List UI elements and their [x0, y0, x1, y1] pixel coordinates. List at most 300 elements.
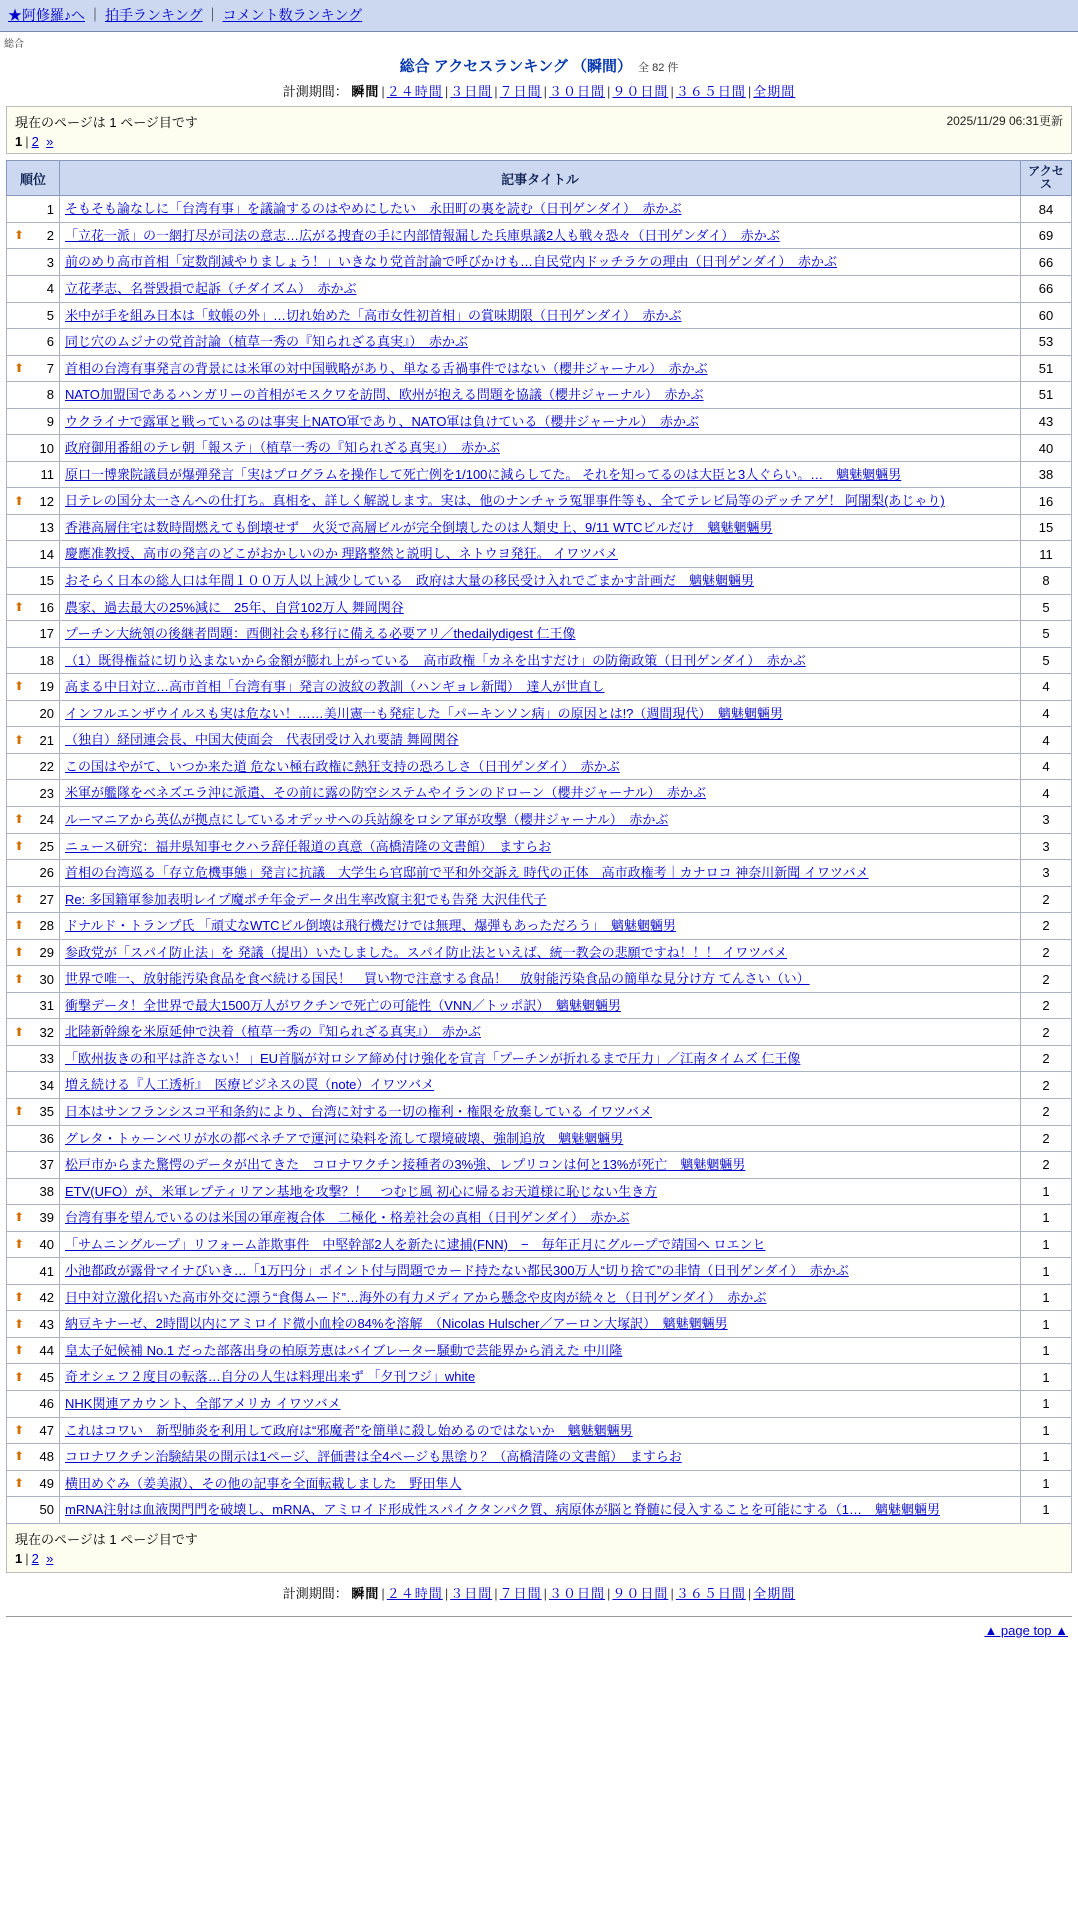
access-count-cell: 1 — [1021, 1205, 1072, 1232]
access-count-cell: 2 — [1021, 939, 1072, 966]
rank-number: 12 — [39, 493, 54, 509]
article-title-link[interactable]: 松戸市からまた驚愕のデータが出てきた コロナワクチン接種者の3%強、レプリコンは何と13%が死亡 魑魅魍魎男 — [65, 1157, 746, 1173]
access-count-cell: 69 — [1021, 222, 1072, 249]
access-count-cell: 38 — [1021, 461, 1072, 488]
access-count-cell: 1 — [1021, 1444, 1072, 1471]
page-title-text: 総合 アクセスランキング （瞬間） — [399, 58, 633, 75]
comment-ranking-link[interactable]: コメント数ランキング — [222, 7, 363, 23]
rank-number: 18 — [39, 652, 54, 668]
article-title-link[interactable]: おそらく日本の総人口は年間１００万人以上減少している 政府は大量の移民受け入れでごまかす計画だ 魑魅魍魎男 — [65, 573, 755, 589]
access-count-cell: 2 — [1021, 913, 1072, 940]
rank-cell — [7, 461, 60, 488]
rank-number: 42 — [39, 1290, 54, 1306]
rank-number: 9 — [46, 414, 54, 430]
article-title-link[interactable]: （独自）経団連会長、中国大使面会 代表団受け入れ要請 舞岡関谷 — [65, 732, 459, 748]
page-info-bar-bottom — [6, 1524, 1072, 1573]
article-title-cell — [60, 806, 1021, 833]
nav-separator-1: ｜ — [88, 7, 102, 23]
article-title-cell — [60, 780, 1021, 807]
article-title-cell — [60, 966, 1021, 993]
article-title-link[interactable]: この国はやがて、いつか来た道 危ない極右政権に熱狂支持の恐ろしさ（日刊ゲンダイ） 赤かぶ — [65, 758, 620, 774]
rank-number: 29 — [39, 944, 54, 960]
article-title-link[interactable]: （1）既得権益に切り込まないから金額が膨れ上がっている 高市政権「カネを出すだけ」の防衛政策（日刊ゲンダイ） 赤かぶ — [65, 652, 806, 668]
article-title-cell — [60, 1045, 1021, 1072]
page-1-current-bottom[interactable]: 1 — [15, 1550, 23, 1566]
article-title-cell — [60, 1205, 1021, 1232]
rank-up-arrow-icon: ⬆ — [14, 1449, 25, 1464]
article-title-link[interactable]: NATO加盟国であるハンガリーの首相がモスクワを訪問、欧州が抱える問題を協議（櫻井ジャーナル） 赤かぶ — [65, 387, 704, 403]
next-page-link-top[interactable]: » — [46, 134, 54, 149]
rank-cell — [7, 1045, 60, 1072]
rank-cell — [7, 249, 60, 276]
table-row — [7, 1364, 1072, 1391]
article-title-link[interactable]: コロナワクチン治験結果の開示は1ページ、評価書は全4ページも黒塗り？（高橋清隆の文書館） ますらお — [65, 1449, 682, 1465]
rank-number: 5 — [46, 307, 54, 323]
article-title-link[interactable]: 前のめり高市首相「定数削減やりましょう！」いきなり党首討論で呼びかけも…自民党内ドッチラケの理由（日刊ゲンダイ） 赤かぶ — [65, 254, 837, 270]
rank-up-arrow-icon: ⬆ — [14, 891, 25, 906]
article-title-link[interactable]: 米中が手を組み日本は「蚊帳の外」…切れ始めた「高市女性初首相」の賞味期限（日刊ゲンダイ） 赤かぶ — [65, 307, 682, 323]
article-title-cell — [60, 196, 1021, 223]
rank-up-arrow-icon: ⬆ — [14, 679, 25, 694]
article-title-cell — [60, 1444, 1021, 1471]
page-title — [0, 51, 1078, 79]
rank-number: 28 — [39, 918, 54, 934]
article-title-cell — [60, 488, 1021, 515]
article-title-cell — [60, 382, 1021, 409]
article-title-link[interactable]: ルーマニアから英仏が拠点にしているオデッサへの兵站線をロシア軍が攻撃（櫻井ジャーナル） 赤かぶ — [65, 811, 669, 827]
rank-cell — [7, 886, 60, 913]
rank-cell — [7, 1444, 60, 1471]
rank-up-arrow-icon: ⬆ — [14, 1316, 25, 1331]
rank-number: 10 — [39, 440, 54, 456]
article-title-link[interactable]: 小池都政が露骨マイナびいき…「1万円分」ポイント付与問題でカード持たない都民300万人“切り捨て”の非情（日刊ゲンダイ） 赤かぶ — [65, 1263, 849, 1279]
access-count-cell: 2 — [1021, 992, 1072, 1019]
table-row — [7, 435, 1072, 462]
table-row — [7, 1072, 1072, 1099]
rank-cell — [7, 806, 60, 833]
article-title-link[interactable]: 日本はサンフランシスコ平和条約により、台湾に対する一切の権利・権限を放棄している イワツバメ — [65, 1103, 652, 1119]
access-count-cell: 66 — [1021, 276, 1072, 303]
article-title-cell — [60, 753, 1021, 780]
rank-up-arrow-icon: ⬆ — [14, 228, 25, 243]
table-row — [7, 621, 1072, 648]
pagination-bottom: 1 | 2 » — [15, 1550, 54, 1566]
article-title-link[interactable]: インフルエンザウイルスも実は危ない！……美川憲一も発症した「パーキンソン病」の原因とは!?（週間現代） 魑魅魍魎男 — [65, 705, 783, 721]
article-title-link[interactable]: ETV(UFO）が、米軍レプティリアン基地を攻撃？！ つむじ風 初心に帰るお天道様に恥じない生き方 — [65, 1183, 658, 1199]
rank-number: 11 — [40, 467, 54, 483]
rank-cell — [7, 1417, 60, 1444]
access-count-cell: 1 — [1021, 1284, 1072, 1311]
table-row — [7, 780, 1072, 807]
table-row — [7, 1444, 1072, 1471]
page-top-bar — [6, 1616, 1072, 1646]
rank-number: 39 — [39, 1210, 54, 1226]
table-row — [7, 594, 1072, 621]
access-count-cell: 4 — [1021, 780, 1072, 807]
rank-number: 14 — [39, 546, 54, 562]
rank-number: 4 — [46, 281, 54, 297]
table-row — [7, 674, 1072, 701]
article-title-cell — [60, 674, 1021, 701]
access-count-cell: 8 — [1021, 568, 1072, 595]
article-title-cell — [60, 222, 1021, 249]
rank-number: 24 — [39, 812, 54, 828]
table-row — [7, 488, 1072, 515]
current-page-text-bottom: 現在のページは 1 ページ目です — [15, 1531, 198, 1547]
rank-number: 31 — [39, 998, 54, 1014]
rank-cell — [7, 1337, 60, 1364]
access-count-cell: 1 — [1021, 1337, 1072, 1364]
rank-cell — [7, 1311, 60, 1338]
period-option-30d-top[interactable]: ３０日間 — [549, 84, 606, 99]
rank-up-arrow-icon: ⬆ — [14, 1024, 25, 1039]
rank-up-arrow-icon: ⬆ — [14, 1475, 25, 1490]
page-2-link-top[interactable]: 2 — [31, 134, 39, 149]
access-count-cell: 1 — [1021, 1178, 1072, 1205]
article-title-cell — [60, 1178, 1021, 1205]
rank-number: 36 — [39, 1130, 54, 1146]
rank-cell — [7, 647, 60, 674]
table-row — [7, 1178, 1072, 1205]
rank-number: 44 — [39, 1343, 54, 1359]
article-title-link[interactable]: 「欧州抜きの和平は許さない！」EU首脳が対ロシア締め付け強化を宣言「プーチンが折れるまで圧力」／江南タイムズ 仁王像 — [65, 1050, 801, 1066]
next-page-link-bottom[interactable]: » — [46, 1550, 54, 1566]
access-count-cell: 1 — [1021, 1390, 1072, 1417]
article-title-link[interactable]: 世界で唯一、放射能汚染食品を食べ続ける国民！ 買い物で注意する食品！ 放射能汚染食品の簡単な見分け方 てんさい（い） — [65, 971, 810, 987]
rank-number: 6 — [46, 334, 54, 350]
article-title-link[interactable]: ウクライナで露軍と戦っているのは事実上NATO軍であり、NATO軍は負けている（櫻井ジャーナル） 赤かぶ — [65, 413, 700, 429]
rank-cell — [7, 514, 60, 541]
article-title-cell — [60, 886, 1021, 913]
page-top-link[interactable]: ▲ page top ▲ — [984, 1622, 1068, 1638]
table-row — [7, 992, 1072, 1019]
rank-cell — [7, 568, 60, 595]
article-title-link[interactable]: 納豆キナーゼ、2時間以内にアミロイド微小血栓の84%を溶解 （Nicolas Hulscher／アーロン大塚訳） 魑魅魍魎男 — [65, 1316, 728, 1332]
rank-cell — [7, 355, 60, 382]
rank-up-arrow-icon: ⬆ — [14, 944, 25, 959]
article-title-link[interactable]: 日テレの国分太一さんへの仕打ち。真相を、詳しく解説します。実は、他のナンチャラ冤罪事件等も、全てテレビ局等のデッチアゲ！ 阿闍梨(あじゃり) — [65, 493, 945, 509]
article-title-link[interactable]: 同じ穴のムジナの党首討論（植草一秀の『知られざる真実』） 赤かぶ — [65, 334, 469, 350]
article-title-link[interactable]: 台湾有事を望んでいるのは米国の軍産複合体 二極化・格差社会の真相（日刊ゲンダイ） 赤かぶ — [65, 1210, 630, 1226]
article-title-link[interactable]: 増え続ける『人工透析』 医療ビジネスの罠（note）イワツバメ — [65, 1077, 435, 1093]
article-title-link[interactable]: そもそも論なしに「台湾有事」を議論するのはやめにしたい 永田町の裏を読む（日刊ゲンダイ） 赤かぶ — [65, 201, 682, 217]
period-selector-top: 計測期間： 瞬間 | ２４時間 | ３日間 | ７日間 | ３０日間 | ９０日間 | ３６５日間 | 全期間 — [282, 84, 796, 99]
article-title-link[interactable]: グレタ・トゥーンベリが水の都ベネチアで運河に染料を流して環境破壊、強制追放 魑魅魍魎男 — [65, 1130, 624, 1146]
access-count-cell: 5 — [1021, 621, 1072, 648]
article-title-link[interactable]: 農家、過去最大の25%減に 25年、自営102万人 舞岡関谷 — [65, 599, 404, 615]
article-title-link[interactable]: 香港高層住宅は数時間燃えても倒壊せず 火災で高層ビルが完全倒壊したのは人類史上、9/11 WTCビルだけ 魑魅魍魎男 — [65, 519, 773, 535]
rank-number: 16 — [39, 599, 54, 615]
rank-up-arrow-icon: ⬆ — [14, 1343, 25, 1358]
rank-cell — [7, 1019, 60, 1046]
table-row — [7, 833, 1072, 860]
article-title-link[interactable]: 政府御用番組のテレ朝「報ステ」（植草一秀の『知られざる真実』） 赤かぶ — [65, 440, 500, 456]
period-option-30d-bottom[interactable]: ３０日間 — [549, 1585, 606, 1601]
article-title-cell — [60, 1152, 1021, 1179]
rank-number: 21 — [39, 732, 54, 748]
rank-cell — [7, 860, 60, 887]
table-row — [7, 1205, 1072, 1232]
access-count-cell: 53 — [1021, 329, 1072, 356]
access-count-cell: 4 — [1021, 674, 1072, 701]
article-title-link[interactable]: 首相の台湾有事発言の背景には米軍の対中国戦略があり、単なる舌禍事件ではない（櫻井ジャーナル） 赤かぶ — [65, 360, 708, 376]
article-title-cell — [60, 594, 1021, 621]
rank-cell — [7, 196, 60, 223]
article-title-link[interactable]: 「サムニングループ」リフォーム詐欺事件 中堅幹部2人を新たに逮捕(FNN) − 毎年正月にグループで靖国へ ロエンヒ — [65, 1236, 766, 1252]
rank-cell — [7, 382, 60, 409]
article-title-link[interactable]: 皇太子妃候補 No.1 だった部落出身の柏原芳恵はバイブレーター騒動で芸能界から消えた 中川隆 — [65, 1342, 623, 1358]
rank-up-arrow-icon: ⬆ — [14, 360, 25, 375]
access-count-cell: 66 — [1021, 249, 1072, 276]
article-title-cell — [60, 1417, 1021, 1444]
rank-number: 27 — [39, 891, 54, 907]
article-title-link[interactable]: 首相の台湾巡る「存立危機事態」発言に抗議 大学生ら官邸前で平和外交訴え 時代の正体 高市政権考｜カナロコ 神奈川新聞 イワツバメ — [65, 865, 869, 881]
rank-cell — [7, 302, 60, 329]
period-option-24h-top[interactable]: ２４時間 — [386, 84, 443, 99]
table-row — [7, 196, 1072, 223]
period-option-all-bottom[interactable]: 全期間 — [753, 1585, 796, 1601]
access-count-cell: 1 — [1021, 1497, 1072, 1524]
pagination-top: 1 | 2 » — [15, 134, 54, 149]
access-count-cell: 16 — [1021, 488, 1072, 515]
rank-cell — [7, 1178, 60, 1205]
period-option-3d-top[interactable]: ３日間 — [450, 84, 493, 99]
article-title-cell — [60, 833, 1021, 860]
article-title-link[interactable]: 高まる中日対立…高市首相「台湾有事」発言の波紋の教訓（ハンギョレ新聞） 達人が世直し — [65, 679, 605, 695]
access-count-cell: 3 — [1021, 833, 1072, 860]
rank-cell — [7, 939, 60, 966]
period-option-3d-bottom[interactable]: ３日間 — [450, 1585, 493, 1601]
table-row — [7, 1098, 1072, 1125]
article-title-link[interactable]: 日中対立激化招いた高市外交に漂う“食傷ムード”…海外の有力メディアから懸念や皮肉が続々と（日刊ゲンダイ） 赤かぶ — [65, 1289, 767, 1305]
article-title-cell — [60, 1284, 1021, 1311]
article-title-cell — [60, 408, 1021, 435]
rank-cell — [7, 329, 60, 356]
rank-number: 38 — [39, 1183, 54, 1199]
rank-number: 8 — [46, 387, 54, 403]
rank-cell — [7, 594, 60, 621]
table-row — [7, 1231, 1072, 1258]
rank-up-arrow-icon: ⬆ — [14, 732, 25, 747]
access-count-cell: 5 — [1021, 647, 1072, 674]
article-title-link[interactable]: 横田めぐみ（姜美淑）、その他の記事を全面転載しました 野田隼人 — [65, 1475, 462, 1491]
access-count-cell: 1 — [1021, 1364, 1072, 1391]
article-title-cell — [60, 992, 1021, 1019]
article-title-cell — [60, 302, 1021, 329]
total-count: 全 82 件 — [638, 62, 679, 74]
rank-cell — [7, 1364, 60, 1391]
rank-number: 23 — [39, 785, 54, 801]
access-count-cell: 40 — [1021, 435, 1072, 462]
rank-up-arrow-icon: ⬆ — [14, 493, 25, 508]
period-option-7d-top[interactable]: ７日間 — [499, 84, 542, 99]
page-1-current-top[interactable]: 1 — [15, 134, 23, 149]
rank-number: 33 — [39, 1051, 54, 1067]
current-page-text-top: 現在のページは 1 ページ目です — [15, 115, 198, 130]
article-title-link[interactable]: 立花孝志、名誉毀損で起訴（チダイズム） 赤かぶ — [65, 281, 357, 297]
table-header-row — [7, 161, 1072, 196]
category-label: 総合 — [4, 39, 24, 50]
article-title-link[interactable]: 北陸新幹線を米原延伸で決着（植草一秀の『知られざる真実』） 赤かぶ — [65, 1024, 482, 1040]
article-title-cell — [60, 860, 1021, 887]
article-title-cell — [60, 1470, 1021, 1497]
table-row — [7, 355, 1072, 382]
access-count-cell: 51 — [1021, 382, 1072, 409]
rank-number: 45 — [39, 1369, 54, 1385]
rank-cell — [7, 1152, 60, 1179]
access-count-cell: 3 — [1021, 860, 1072, 887]
table-row — [7, 806, 1072, 833]
rank-up-arrow-icon: ⬆ — [14, 1290, 25, 1305]
rank-cell — [7, 913, 60, 940]
rank-number: 30 — [39, 971, 54, 987]
rank-cell — [7, 833, 60, 860]
rank-cell — [7, 621, 60, 648]
rank-number: 13 — [39, 520, 54, 536]
page-info-bar-top — [6, 106, 1072, 154]
table-row — [7, 568, 1072, 595]
rank-number: 47 — [39, 1422, 54, 1438]
rank-cell — [7, 674, 60, 701]
period-option-7d-bottom[interactable]: ７日間 — [499, 1585, 542, 1601]
rank-number: 48 — [39, 1449, 54, 1465]
article-title-link[interactable]: ニュース研究：福井県知事セクハラ辞任報道の真意（高橋清隆の文書館） ますらお — [65, 838, 552, 854]
rank-cell — [7, 1497, 60, 1524]
article-title-link[interactable]: 「立花一派」の一網打尽が司法の意志…広がる捜査の手に内部情報漏した兵庫県議2人も戦々恐々（日刊ゲンダイ） 赤かぶ — [65, 227, 780, 243]
table-row — [7, 276, 1072, 303]
article-title-link[interactable]: 参政党が「スパイ防止法」を 発議（提出）いたしました。スパイ防止法といえば、統一教会の悲願ですね！！！ イワツバメ — [65, 944, 787, 960]
rank-cell — [7, 541, 60, 568]
period-option-365d-bottom[interactable]: ３６５日間 — [675, 1585, 746, 1601]
article-title-link[interactable]: 奇オシェフ２度目の転落…自分の人生は料理出来ず 「夕刊フジ」white — [65, 1369, 476, 1385]
article-title-link[interactable]: これはコワい 新型肺炎を利用して政府は“邪魔者”を簡単に殺し始めるのではないか 魑魅魍魎男 — [65, 1422, 633, 1438]
page-2-link-bottom[interactable]: 2 — [31, 1550, 39, 1566]
table-row — [7, 700, 1072, 727]
table-row — [7, 1311, 1072, 1338]
applause-ranking-link[interactable]: 拍手ランキング — [105, 7, 203, 23]
rank-cell — [7, 1284, 60, 1311]
rank-number: 49 — [39, 1475, 54, 1491]
article-title-link[interactable]: mRNA注射は血液関門門を破壊し、mRNA、アミロイド形成性スパイクタンパク質、病原体が脳と脊髄に侵入することを可能にする（1… 魑魅魍魎男 — [65, 1502, 940, 1518]
article-title-link[interactable]: 原口一博衆院議員が爆弾発言「実はプログラムを操作して死亡例を1/100に減らしてた。 それを知ってるのは大臣と3人ぐらい。… 魑魅魍魎男 — [65, 466, 902, 482]
access-count-cell: 1 — [1021, 1417, 1072, 1444]
access-count-cell: 2 — [1021, 1152, 1072, 1179]
rank-number: 25 — [39, 838, 54, 854]
access-count-cell: 1 — [1021, 1470, 1072, 1497]
asyura-home-link[interactable]: ★阿修羅♪へ — [8, 7, 85, 23]
access-count-cell: 5 — [1021, 594, 1072, 621]
rank-cell — [7, 276, 60, 303]
rank-number: 34 — [39, 1077, 54, 1093]
rank-up-arrow-icon: ⬆ — [14, 971, 25, 986]
table-row — [7, 647, 1072, 674]
rank-up-arrow-icon: ⬆ — [14, 1422, 25, 1437]
article-title-link[interactable]: 衝撃データ！全世界で最大1500万人がワクチンで死亡の可能性（VNN／トッポ訳） 魑魅魍魎男 — [65, 997, 621, 1013]
access-count-cell: 2 — [1021, 886, 1072, 913]
period-option-90d-bottom[interactable]: ９０日間 — [612, 1585, 669, 1601]
rank-cell — [7, 1258, 60, 1285]
table-row — [7, 1019, 1072, 1046]
article-title-cell — [60, 1311, 1021, 1338]
article-title-link[interactable]: NHK関連アカウント、全部アメリカ イワツバメ — [65, 1395, 341, 1411]
article-title-cell — [60, 514, 1021, 541]
rank-cell — [7, 1231, 60, 1258]
access-count-cell: 11 — [1021, 541, 1072, 568]
access-count-cell: 4 — [1021, 727, 1072, 754]
table-row — [7, 1125, 1072, 1152]
period-option-24h-bottom[interactable]: ２４時間 — [386, 1585, 443, 1601]
article-title-cell — [60, 647, 1021, 674]
table-row — [7, 966, 1072, 993]
rank-up-arrow-icon: ⬆ — [14, 1104, 25, 1119]
rank-number: 2 — [46, 228, 54, 244]
article-title-cell — [60, 1390, 1021, 1417]
table-row — [7, 1258, 1072, 1285]
rank-number: 20 — [39, 706, 54, 722]
rank-up-arrow-icon: ⬆ — [14, 1369, 25, 1384]
table-row — [7, 541, 1072, 568]
article-title-link[interactable]: 米軍が艦隊をベネズエラ沖に派遣、その前に露の防空システムやイランのドローン（櫻井ジャーナル） 赤かぶ — [65, 785, 707, 801]
rank-number: 19 — [39, 679, 54, 695]
rank-number: 32 — [39, 1024, 54, 1040]
rank-number: 17 — [39, 626, 54, 642]
article-title-link[interactable]: プーチン大統領の後継者問題：西側社会も移行に備える必要アリ／thedailydigest 仁王像 — [65, 626, 576, 642]
access-count-cell: 51 — [1021, 355, 1072, 382]
rank-up-arrow-icon: ⬆ — [14, 599, 25, 614]
rank-up-arrow-icon: ⬆ — [14, 918, 25, 933]
rank-number: 50 — [39, 1502, 54, 1518]
period-label-top: 計測期間： — [282, 84, 348, 99]
period-option-365d-top[interactable]: ３６５日間 — [675, 84, 746, 99]
access-count-cell: 84 — [1021, 196, 1072, 223]
period-selector-bottom: 計測期間： 瞬間 | ２４時間 | ３日間 | ７日間 | ３０日間 | ９０日間 | ３６５日間 | 全期間 — [282, 1585, 796, 1601]
table-row — [7, 461, 1072, 488]
table-row — [7, 939, 1072, 966]
rank-number: 43 — [39, 1316, 54, 1332]
rank-cell — [7, 488, 60, 515]
rank-number: 35 — [39, 1104, 54, 1120]
article-title-link[interactable]: 慶應准教授、高市の発言のどこがおかしいのか 理路整然と説明し、ネトウヨ発狂。 イワツバメ — [65, 546, 618, 562]
rank-up-arrow-icon: ⬆ — [14, 838, 25, 853]
period-option-90d-top[interactable]: ９０日間 — [612, 84, 669, 99]
article-title-cell — [60, 1125, 1021, 1152]
article-title-link[interactable]: ドナルド・トランプ氏 「頑丈なWTCビル倒壊は飛行機だけでは無理、爆弾もあっただろう」 魑魅魍魎男 — [65, 918, 676, 934]
article-title-cell — [60, 621, 1021, 648]
period-option-all-top[interactable]: 全期間 — [753, 84, 796, 99]
article-title-cell — [60, 355, 1021, 382]
top-navigation-bar — [0, 0, 1078, 32]
period-option-current-bottom: 瞬間 — [351, 1585, 380, 1601]
rank-cell — [7, 992, 60, 1019]
table-row — [7, 408, 1072, 435]
table-row — [7, 1390, 1072, 1417]
rank-number: 41 — [39, 1263, 54, 1279]
access-count-cell: 43 — [1021, 408, 1072, 435]
article-title-link[interactable]: Re: 多国籍軍参加表明レイプ魔ポチ年金データ出生率改竄主犯でも告発 大沢佳代子 — [65, 891, 547, 907]
article-title-cell — [60, 276, 1021, 303]
table-row — [7, 1470, 1072, 1497]
table-row — [7, 1417, 1072, 1444]
rank-up-arrow-icon: ⬆ — [14, 812, 25, 827]
access-count-cell: 4 — [1021, 753, 1072, 780]
table-row — [7, 913, 1072, 940]
table-row — [7, 222, 1072, 249]
table-row — [7, 1497, 1072, 1524]
rank-number: 7 — [46, 360, 54, 376]
table-row — [7, 886, 1072, 913]
rank-number: 40 — [39, 1236, 54, 1252]
rank-cell — [7, 1072, 60, 1099]
